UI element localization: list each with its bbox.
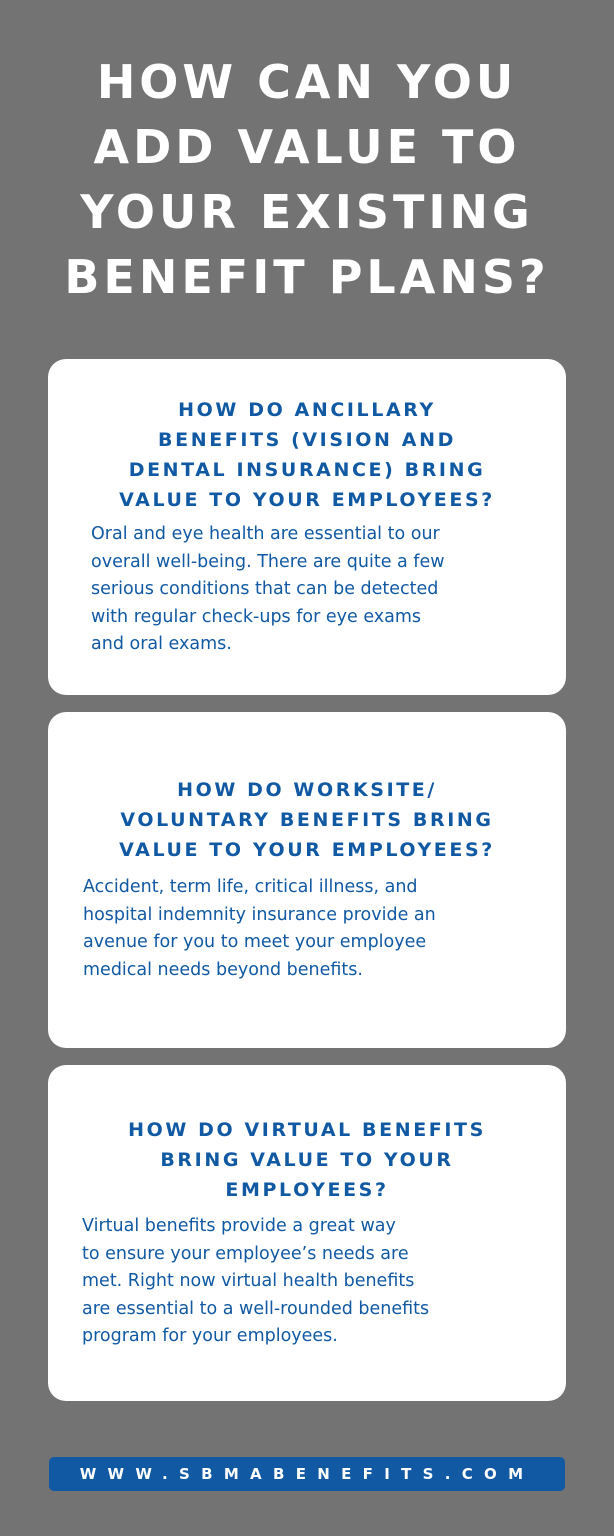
card-heading [48,395,566,515]
heading-line: VALUE TO YOUR EMPLOYEES? [119,839,495,861]
card-virtual-benefits [48,1065,566,1401]
heading-line: HOW DO VIRTUAL BENEFITS [128,1119,486,1141]
heading-line: DENTAL INSURANCE) BRING [128,459,486,481]
card-body [82,1213,429,1351]
card-body [83,874,436,984]
body-line: avenue for you to meet your employee [83,932,427,953]
heading-line: VALUE TO YOUR EMPLOYEES? [119,489,495,511]
body-line: to ensure your employee’s needs are [82,1243,409,1264]
title-line: BENEFIT PLANS? [64,250,550,304]
body-line: are essential to a well-rounded benefits [82,1298,430,1319]
card-voluntary-benefits [48,712,566,1048]
body-line: serious conditions that can be detected [91,579,439,600]
body-line: with regular check-ups for eye exams [91,606,422,627]
body-line: medical needs beyond benefits. [83,959,363,980]
card-heading [48,775,566,865]
body-line: Virtual benefits provide a great way [82,1216,396,1236]
body-line: Oral and eye health are essential to our [91,524,440,544]
heading-line: EMPLOYEES? [225,1179,389,1201]
website-url-link[interactable]: WWW.SBMABENEFITS.COM [49,1457,565,1491]
card-heading [48,1115,566,1205]
heading-line: HOW DO ANCILLARY [178,399,436,421]
body-line: met. Right now virtual health benefits [82,1271,415,1292]
card-ancillary-benefits [48,359,566,695]
page-title [0,50,614,310]
heading-line: VOLUNTARY BENEFITS BRING [120,809,494,831]
title-line: ADD VALUE TO [93,120,521,174]
title-line: HOW CAN YOU [96,55,518,109]
body-line: and oral exams. [91,634,232,655]
body-line: program for your employees. [82,1326,338,1347]
body-line: hospital indemnity insurance provide an [83,904,436,925]
body-line: Accident, term life, critical illness, and [83,877,418,897]
card-body [91,521,445,659]
heading-line: BENEFITS (VISION AND [158,429,456,451]
body-line: overall well-being. There are quite a few [91,551,445,572]
heading-line: HOW DO WORKSITE/ [177,779,437,801]
heading-line: BRING VALUE TO YOUR [160,1149,454,1171]
title-line: YOUR EXISTING [80,185,534,239]
